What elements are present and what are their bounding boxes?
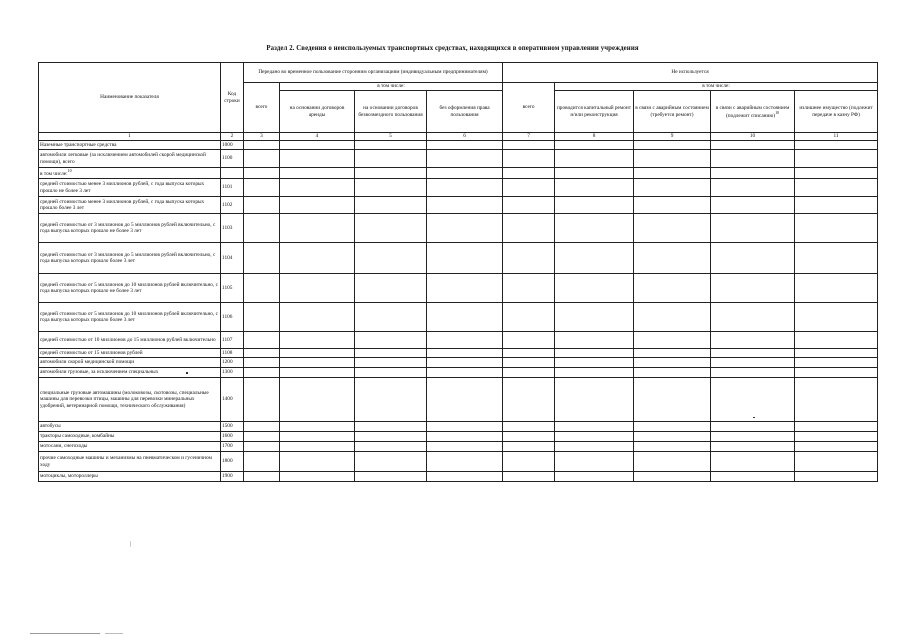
value-cell[interactable] [795,432,878,442]
value-cell[interactable] [280,368,355,378]
header-row-1 [39,63,878,83]
row-name-text: средней стоимостью от 5 миллионов до 10 миллионов рублей включительно, с года выпуска которых прошло более 3 лет [40,310,218,323]
value-cell[interactable] [355,197,427,214]
value-cell[interactable] [280,452,355,472]
row-name-text: средней стоимостью менее 3 миллионов рублей, с года выпуска которых прошло более 3 лет [40,198,205,211]
value-cell[interactable] [555,243,634,274]
value-cell[interactable] [634,179,711,197]
value-cell[interactable] [244,332,280,349]
value-cell[interactable] [795,214,878,243]
row-name [39,303,221,332]
value-cell[interactable] [503,422,555,432]
table-row [39,168,878,179]
value-cell[interactable] [280,378,355,422]
transport-table [38,62,878,482]
value-cell[interactable] [280,168,355,179]
value-cell[interactable] [711,168,795,179]
value-cell[interactable] [634,378,711,422]
row-code: 1108 [221,349,244,358]
header-not-used-total: всего [503,83,555,133]
header-emergency-writeoff [711,91,795,133]
value-cell[interactable] [244,422,280,432]
row-name-text: средней стоимостью от 15 миллионов рублей [40,349,143,356]
value-cell[interactable] [555,179,634,197]
value-cell[interactable] [355,150,427,168]
value-cell[interactable] [503,472,555,482]
value-cell[interactable] [711,442,795,452]
value-cell[interactable] [503,349,555,358]
footnote-ref: 10 [67,168,72,174]
header-not-used-group: Не используется [503,63,878,83]
value-cell[interactable] [280,432,355,442]
value-cell[interactable] [555,378,634,422]
value-cell[interactable] [280,332,355,349]
value-cell[interactable] [555,168,634,179]
footnote-ref: 10 [775,109,780,115]
value-cell[interactable] [244,168,280,179]
value-cell[interactable] [503,378,555,422]
value-cell[interactable] [555,358,634,368]
header-transfer-incl: в том числе: [280,83,503,91]
column-number: 1 [39,133,221,141]
value-cell[interactable] [711,214,795,243]
value-cell[interactable] [634,197,711,214]
table-row [39,472,878,482]
footer-rule [30,633,100,634]
row-name-text: автомобили легковые (за исключением автомобилей скорой медицинской помощи), всего [40,152,206,165]
row-name-text: средней стоимостью от 10 миллионов до 15 миллионов рублей включительно [40,336,216,343]
table-row [39,141,878,150]
row-name-text: в том числе: [40,170,68,177]
row-code: 1400 [221,378,244,422]
value-cell[interactable] [555,303,634,332]
value-cell[interactable] [280,358,355,368]
value-cell[interactable] [634,358,711,368]
header-name: Наименование показателя [39,63,221,133]
row-code: 1000 [221,141,244,150]
row-name [39,274,221,303]
value-cell[interactable] [555,332,634,349]
header-transfer-group: Передано во временное пользование сторонним организациям (индивидуальным предпринимателям) [244,63,503,83]
value-cell[interactable] [280,442,355,452]
value-cell[interactable] [711,349,795,358]
value-cell[interactable] [555,150,634,168]
column-number: 2 [221,133,244,141]
value-cell[interactable] [427,349,503,358]
value-cell[interactable] [634,349,711,358]
value-cell[interactable] [634,432,711,442]
row-code: 1800 [221,452,244,472]
value-cell[interactable] [634,472,711,482]
value-cell[interactable] [244,150,280,168]
row-code: 1100 [221,150,244,168]
row-name-text: средней стоимостью от 5 миллионов до 10 миллионов рублей включительно, с года выпуска которых прошло не более 3 лет [40,281,218,294]
column-number: 10 [711,133,795,141]
row-name [39,442,221,452]
value-cell[interactable] [555,349,634,358]
value-cell[interactable] [355,332,427,349]
row-name-text: Наземные транспортные средства [40,141,117,148]
value-cell[interactable] [355,179,427,197]
row-name [39,243,221,274]
value-cell[interactable] [280,472,355,482]
value-cell[interactable] [795,274,878,303]
value-cell[interactable] [634,243,711,274]
value-cell[interactable] [795,332,878,349]
value-cell[interactable] [355,274,427,303]
value-cell[interactable] [795,179,878,197]
value-cell[interactable] [555,472,634,482]
value-cell[interactable] [427,179,503,197]
table-row [39,368,878,378]
row-name [39,150,221,168]
value-cell[interactable] [555,452,634,472]
value-cell[interactable] [555,442,634,452]
section-title: Раздел 2. Сведения о неиспользуемых транспортных средствах, находящихся в оперативном управлении учреждения [266,45,639,52]
row-name-text: мотоциклы, мотороллеры [40,473,98,480]
value-cell[interactable] [711,197,795,214]
value-cell[interactable] [711,432,795,442]
row-name [39,422,221,432]
value-cell[interactable] [244,214,280,243]
value-cell[interactable] [795,197,878,214]
value-cell[interactable] [427,243,503,274]
value-cell[interactable] [711,141,795,150]
value-cell[interactable] [503,179,555,197]
value-cell[interactable] [795,243,878,274]
table-row [39,349,878,358]
value-cell[interactable] [355,432,427,442]
value-cell[interactable] [427,442,503,452]
row-name [39,432,221,442]
header-not-used-incl: в том числе: [555,83,878,91]
row-code: 1600 [221,432,244,442]
column-number: 11 [795,133,878,141]
row-name [39,358,221,368]
value-cell[interactable] [795,452,878,472]
value-cell[interactable] [503,368,555,378]
table-row [39,179,878,197]
table-row [39,303,878,332]
value-cell[interactable] [503,214,555,243]
value-cell[interactable] [355,472,427,482]
value-cell[interactable] [355,243,427,274]
value-cell[interactable] [711,368,795,378]
value-cell[interactable] [711,243,795,274]
row-name-text: прочие самоходные машины и механизмы на пневматическом и гусеничном ходу [40,455,212,468]
value-cell[interactable] [711,452,795,472]
row-code: 1107 [221,332,244,349]
row-name-text: средней стоимостью от 3 миллионов до 5 миллионов рублей включительно, с года выпуска которых прошло не более 3 лет [40,221,216,234]
value-cell[interactable] [503,432,555,442]
value-cell[interactable] [634,150,711,168]
header-repair: проводится капитальный ремонт и/или реконструкция [555,91,634,133]
value-cell[interactable] [355,358,427,368]
value-cell[interactable] [634,141,711,150]
value-cell[interactable] [244,197,280,214]
value-cell[interactable] [503,141,555,150]
value-cell[interactable] [427,432,503,442]
value-cell[interactable] [503,274,555,303]
table-row [39,197,878,214]
value-cell[interactable] [280,141,355,150]
value-cell[interactable] [795,141,878,150]
scan-speck [753,417,755,418]
value-cell[interactable] [503,243,555,274]
row-code: 1105 [221,274,244,303]
value-cell[interactable] [355,349,427,358]
row-name [39,214,221,243]
value-cell[interactable] [427,472,503,482]
value-cell[interactable] [355,378,427,422]
value-cell[interactable] [634,452,711,472]
value-cell[interactable] [244,141,280,150]
table-row [39,442,878,452]
value-cell[interactable] [503,303,555,332]
header-surplus: излишнее имущество (подлежит передаче в казну РФ) [795,91,878,133]
value-cell[interactable] [427,332,503,349]
table-row [39,214,878,243]
value-cell[interactable] [280,150,355,168]
value-cell[interactable] [503,332,555,349]
header-code: Код строки [221,63,244,133]
value-cell[interactable] [244,378,280,422]
row-name-text: автомобили грузовые, за исключением специальных [40,369,159,376]
value-cell[interactable] [634,442,711,452]
row-name-text: специальные грузовые автомашины (молоковозы, скотовозы, специальные машины для перевозки птицы, машины для перевозки минеральных удобрений, ветеринарной помощи, технического обслуживания) [40,390,209,409]
value-cell[interactable] [711,274,795,303]
row-code: 1103 [221,214,244,243]
value-cell[interactable] [280,303,355,332]
row-name [39,141,221,150]
value-cell[interactable] [427,358,503,368]
value-cell[interactable] [244,432,280,442]
row-name [39,349,221,358]
value-cell[interactable] [355,214,427,243]
column-number: 3 [244,133,280,141]
value-cell[interactable] [503,452,555,472]
value-cell[interactable] [795,168,878,179]
row-name-text: средней стоимостью от 3 миллионов до 5 миллионов рублей включительно, с года выпуска которых прошло более 3 лет [40,251,216,264]
row-name-text: тракторы самоходные, комбайны [40,433,115,440]
column-number: 6 [427,133,503,141]
value-cell[interactable] [280,422,355,432]
value-cell[interactable] [634,422,711,432]
table-row [39,432,878,442]
row-name [39,452,221,472]
value-cell[interactable] [280,214,355,243]
value-cell[interactable] [711,179,795,197]
value-cell[interactable] [503,358,555,368]
value-cell[interactable] [280,274,355,303]
value-cell[interactable] [427,168,503,179]
value-cell[interactable] [355,303,427,332]
header-free-use: на основании договоров безвозмездного пользования [355,91,427,133]
value-cell[interactable] [244,442,280,452]
value-cell[interactable] [555,214,634,243]
value-cell[interactable] [795,150,878,168]
value-cell[interactable] [244,274,280,303]
value-cell[interactable] [427,378,503,422]
value-cell[interactable] [555,422,634,432]
value-cell[interactable] [244,452,280,472]
row-name [39,472,221,482]
column-number: 8 [555,133,634,141]
row-code: 1104 [221,243,244,274]
row-name [39,179,221,197]
value-cell[interactable] [280,243,355,274]
value-cell[interactable] [634,274,711,303]
row-name-text: мотосани, снегоходы [40,443,88,450]
value-cell[interactable] [634,332,711,349]
column-number: 9 [634,133,711,141]
row-name-text: средней стоимостью менее 3 миллионов рублей, с года выпуска которых прошло не более 3 лет [40,181,205,194]
value-cell[interactable] [244,358,280,368]
value-cell[interactable] [555,432,634,442]
header-no-rights: без оформления права пользования [427,91,503,133]
value-cell[interactable] [355,141,427,150]
value-cell[interactable] [711,332,795,349]
column-number-row [39,133,878,141]
value-cell[interactable] [503,168,555,179]
value-cell[interactable] [795,303,878,332]
value-cell[interactable] [634,214,711,243]
row-name [39,168,221,179]
value-cell[interactable] [555,368,634,378]
value-cell[interactable] [244,368,280,378]
value-cell[interactable] [503,197,555,214]
value-cell[interactable] [427,422,503,432]
value-cell[interactable] [555,197,634,214]
row-name [39,332,221,349]
value-cell[interactable] [795,422,878,432]
header-emergency-repair: в связи с аварийным состоянием (требуется ремонт) [634,91,711,133]
value-cell[interactable] [280,197,355,214]
row-code: 1900 [221,472,244,482]
value-cell[interactable] [355,368,427,378]
row-code: 1101 [221,179,244,197]
value-cell[interactable] [355,442,427,452]
value-cell[interactable] [503,150,555,168]
value-cell[interactable] [427,197,503,214]
value-cell[interactable] [244,349,280,358]
value-cell[interactable] [711,422,795,432]
row-code: 1102 [221,197,244,214]
value-cell[interactable] [355,452,427,472]
value-cell[interactable] [427,303,503,332]
value-cell[interactable] [795,368,878,378]
scan-mark [130,541,131,547]
table-row [39,243,878,274]
value-cell[interactable] [555,274,634,303]
value-cell[interactable] [244,303,280,332]
scan-speck [186,372,188,374]
value-cell[interactable] [795,349,878,358]
value-cell[interactable] [711,358,795,368]
value-cell[interactable] [427,150,503,168]
value-cell[interactable] [355,168,427,179]
value-cell[interactable] [711,150,795,168]
value-cell[interactable] [711,378,795,422]
value-cell[interactable] [427,141,503,150]
header-emergency-writeoff-label: в связи с аварийным состоянием (подлежит списанию) [715,104,790,119]
value-cell[interactable] [427,368,503,378]
footer-rule [105,633,123,634]
row-name-text: автомобили скорой медицинской помощи [40,359,135,366]
row-name [39,197,221,214]
value-cell[interactable] [427,452,503,472]
row-name [39,368,221,378]
column-number: 5 [355,133,427,141]
row-name-text: автобусы [40,423,61,430]
table-row [39,274,878,303]
row-name [39,378,221,422]
row-code: 1300 [221,368,244,378]
value-cell[interactable] [355,422,427,432]
row-code: 1200 [221,358,244,368]
table-row [39,332,878,349]
row-code: 1700 [221,442,244,452]
value-cell[interactable] [634,368,711,378]
table-row [39,378,878,422]
value-cell[interactable] [555,141,634,150]
value-cell[interactable] [244,243,280,274]
value-cell[interactable] [280,349,355,358]
header-lease: на основании договоров аренды [280,91,355,133]
table-row [39,452,878,472]
value-cell[interactable] [795,442,878,452]
column-number: 4 [280,133,355,141]
value-cell[interactable] [795,472,878,482]
table-row [39,150,878,168]
value-cell[interactable] [634,168,711,179]
value-cell[interactable] [244,179,280,197]
row-code: 1500 [221,422,244,432]
table-row [39,422,878,432]
value-cell[interactable] [427,274,503,303]
row-code: 1106 [221,303,244,332]
header-transfer-total: всего [244,83,280,133]
value-cell[interactable] [795,358,878,368]
value-cell[interactable] [503,442,555,452]
value-cell[interactable] [711,472,795,482]
value-cell[interactable] [244,472,280,482]
value-cell[interactable] [427,214,503,243]
table-row [39,358,878,368]
column-number: 7 [503,133,555,141]
value-cell[interactable] [280,179,355,197]
value-cell[interactable] [795,378,878,422]
value-cell[interactable] [711,303,795,332]
row-code [221,168,244,179]
value-cell[interactable] [634,303,711,332]
